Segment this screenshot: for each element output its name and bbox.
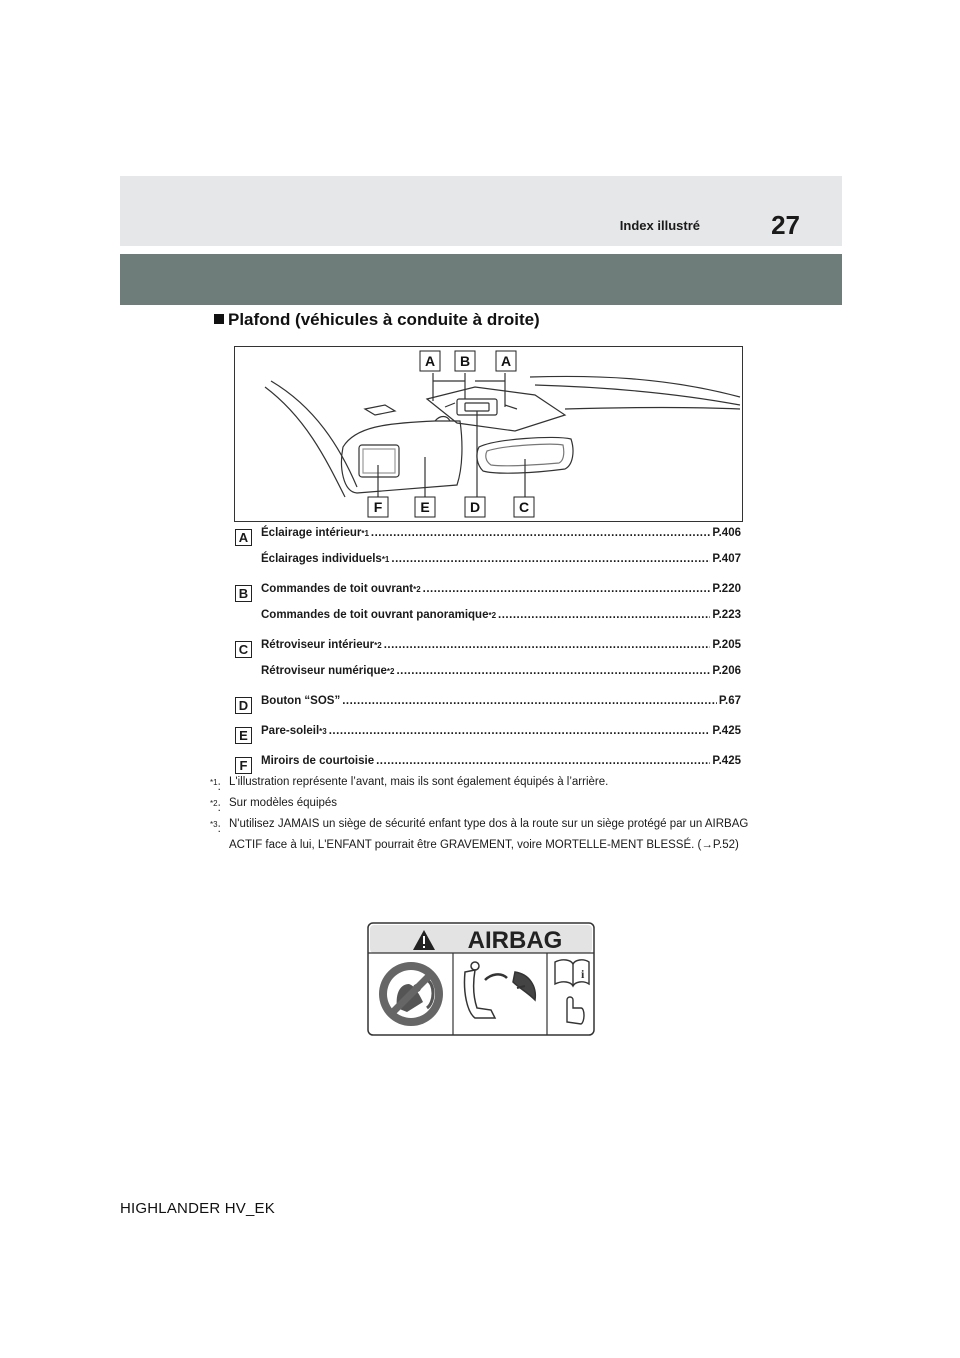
entry: Rétroviseur numérique $^{*2}$ ..... P.206 [261,665,741,677]
legend-item-d [234,692,741,718]
footer-model: HIGHLANDER HV_EK [120,1200,275,1217]
entry: Éclairages individuels $^{*1}$ ..... P.407 [261,553,741,565]
callout-top-1: A [424,353,436,369]
page-number: 27 [771,210,800,240]
page-ref[interactable]: P.406 [712,527,741,539]
callout-top-3: A [500,353,512,369]
callout-bottom-4: C [518,499,530,515]
page-ref[interactable]: P.223 [712,609,741,621]
page-ref[interactable]: P.425 [712,755,741,767]
callout-bottom-1: F [373,499,383,515]
letter-box: F [235,757,252,774]
airbag-title: AIRBAG [467,927,563,954]
letter-box: A [235,529,252,546]
letter-box: B [235,585,252,602]
svg-text:i: i [581,967,585,981]
page-ref[interactable]: P.67 [718,695,741,707]
letter-box: D [235,697,252,714]
legend-item-c-2 [234,662,741,688]
no-child-seat-icon [379,962,443,1026]
entry: Pare-soleil $^{*3}$ ..... P.425 [261,725,741,737]
footnote-2: $^{*2}$: Sur modèles équipés [210,797,338,814]
legend-item-e [234,722,741,748]
page-ref[interactable]: P.220 [712,583,741,595]
legend-item-b-2 [234,606,741,632]
legend-item-a-2 [234,550,741,576]
legend-item-c [234,636,741,662]
square-bullet-icon [214,314,224,324]
entry: Rétroviseur intérieur $^{*2}$ ..... P.205 [261,639,741,651]
entry: Commandes de toit ouvrant $^{*2}$ ..... P.220 [261,583,741,595]
page-ref[interactable]: P.407 [712,553,741,565]
page-ref[interactable]: P.206 [712,665,741,677]
callout-bottom-2: E [420,499,430,515]
title-bar [120,254,842,305]
letter-box: E [235,727,252,744]
airbag-warning-label [367,922,595,1036]
entry: Éclairage intérieur $^{*1}$ ..... P.406 [261,527,741,539]
callout-bottom-3: D [469,499,481,515]
callout-top-2: B [459,353,471,369]
legend-list [234,524,741,778]
letter-box: C [235,641,252,658]
page-ref[interactable]: P.425 [712,725,741,737]
legend-item-b [234,580,741,606]
section-heading: Plafond (véhicules à conduite à droite) [214,310,540,330]
entry: Bouton “SOS” ..... P.67 [261,695,741,707]
header-band [120,176,842,246]
footnotes [210,772,750,856]
entry: Miroirs de courtoisie ..... P.425 [261,755,741,767]
page-ref[interactable]: P.205 [712,639,741,651]
section-name: Index illustré [619,218,700,233]
entry: Commandes de toit ouvrant panoramique $^{*2}$ ..... P.223 [261,609,741,621]
legend-item-a [234,524,741,550]
ceiling-illustration [234,346,743,522]
footnote-3: $^{*3}$: N'utilisez JAMAIS un siège de sécurité enfant type dos à la route sur un siège protégé par un AIRBAG ACTIF face à lui, L'ENFANT pourrait être GRAVEMENT, voire MORTELLE-MENT BLESSÉ. (→P.52) [210,818,749,851]
footnote-1: $^{*1}$: L'illustration représente l’avant, mais ils sont également équipés à l’arrière. [210,776,609,793]
